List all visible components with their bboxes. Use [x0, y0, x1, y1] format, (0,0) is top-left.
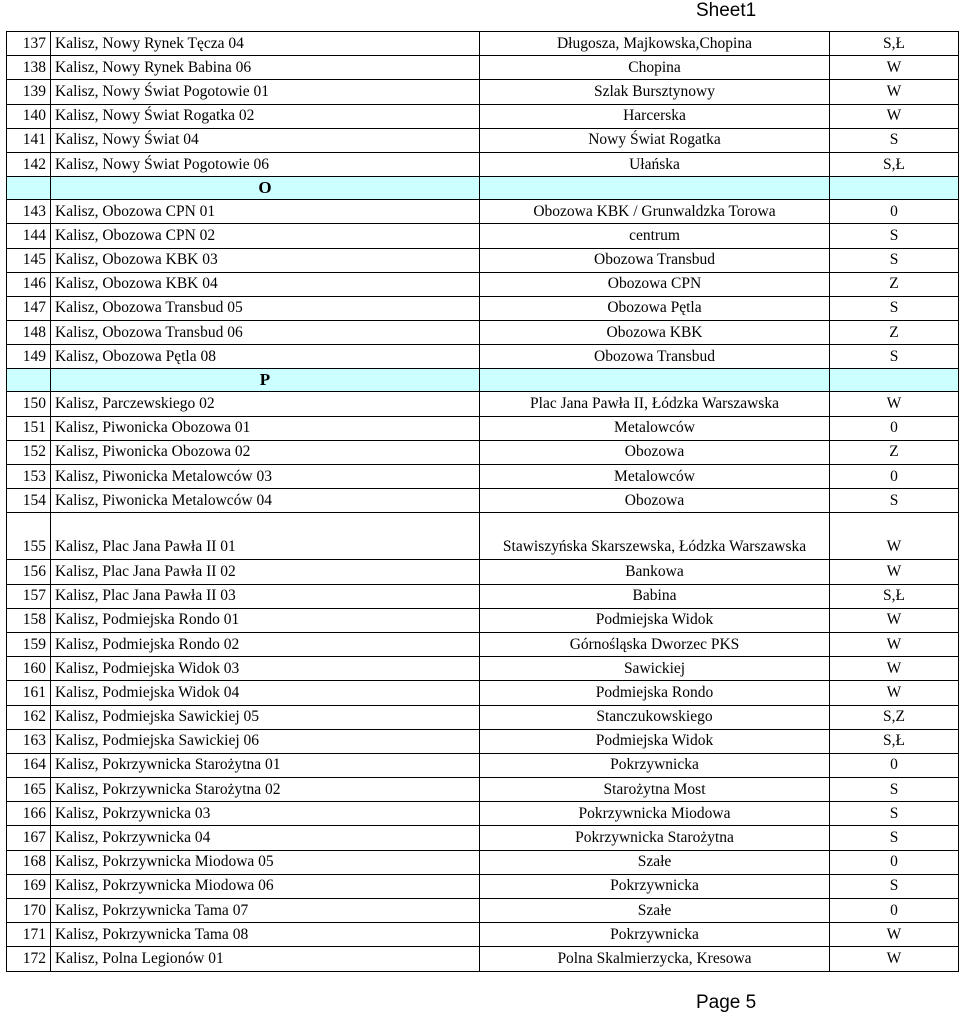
table-row — [7, 850, 959, 874]
section-spacer-cell — [830, 369, 959, 392]
row-number-cell: 150 — [7, 392, 51, 416]
direction-cell: Górnośląska Dworzec PKS — [480, 632, 830, 656]
stop-name-cell: Kalisz, Obozowa CPN 02 — [51, 224, 480, 248]
direction-cell: Szlak Bursztynowy — [480, 80, 830, 104]
row-number-cell: 166 — [7, 802, 51, 826]
row-number-cell: 164 — [7, 753, 51, 777]
stop-name-cell: Kalisz, Pokrzywnicka Starożytna 01 — [51, 753, 480, 777]
code-cell: Z — [830, 440, 959, 464]
stop-name-cell: Kalisz, Podmiejska Rondo 01 — [51, 608, 480, 632]
stop-name-cell: Kalisz, Nowy Świat 04 — [51, 128, 480, 152]
row-number-cell: 167 — [7, 826, 51, 850]
sheet-title: Sheet1 — [696, 0, 757, 21]
row-number-cell: 141 — [7, 128, 51, 152]
table-row — [7, 608, 959, 632]
stop-name-cell: Kalisz, Podmiejska Widok 04 — [51, 681, 480, 705]
table-row — [7, 802, 959, 826]
table-row — [7, 826, 959, 850]
stop-name-cell: Kalisz, Obozowa Transbud 05 — [51, 296, 480, 320]
code-cell: S — [830, 345, 959, 369]
stop-name-cell: Kalisz, Nowy Rynek Babina 06 — [51, 56, 480, 80]
code-cell: S — [830, 224, 959, 248]
row-number-cell: 149 — [7, 345, 51, 369]
code-cell: 0 — [830, 899, 959, 923]
direction-cell: Harcerska — [480, 104, 830, 128]
code-cell: W — [830, 392, 959, 416]
row-number-cell: 165 — [7, 778, 51, 802]
code-cell: W — [830, 608, 959, 632]
direction-cell: Obozowa Transbud — [480, 345, 830, 369]
code-cell: S — [830, 489, 959, 513]
row-number-cell: 154 — [7, 489, 51, 513]
stop-name-cell: Kalisz, Pokrzywnicka Starożytna 02 — [51, 778, 480, 802]
code-cell: S,Ł — [830, 32, 959, 56]
direction-cell: Obozowa — [480, 489, 830, 513]
stop-name-cell: Kalisz, Pokrzywnicka 04 — [51, 826, 480, 850]
row-number-cell: 156 — [7, 560, 51, 584]
row-number-cell: 158 — [7, 608, 51, 632]
direction-cell: Bankowa — [480, 560, 830, 584]
code-cell: S — [830, 248, 959, 272]
table-row — [7, 899, 959, 923]
code-cell: W — [830, 923, 959, 947]
direction-cell: Metalowców — [480, 416, 830, 440]
stop-name-cell: Kalisz, Nowy Świat Rogatka 02 — [51, 104, 480, 128]
direction-cell: Stawiszyńska Skarszewska, Łódzka Warszawska — [480, 513, 830, 560]
table-row — [7, 705, 959, 729]
code-cell: S — [830, 802, 959, 826]
direction-cell: Podmiejska Widok — [480, 729, 830, 753]
code-cell: S — [830, 128, 959, 152]
stop-name-cell: Kalisz, Nowy Rynek Tęcza 04 — [51, 32, 480, 56]
code-cell: W — [830, 681, 959, 705]
row-number-cell: 144 — [7, 224, 51, 248]
direction-cell: Polna Skalmierzycka, Kresowa — [480, 947, 830, 971]
direction-cell: Długosza, Majkowska,Chopina — [480, 32, 830, 56]
code-cell: W — [830, 560, 959, 584]
row-number-cell: 157 — [7, 584, 51, 608]
code-cell: W — [830, 513, 959, 560]
table-row — [7, 657, 959, 681]
stop-name-cell: Kalisz, Pokrzywnicka Miodowa 05 — [51, 850, 480, 874]
direction-cell: Podmiejska Rondo — [480, 681, 830, 705]
row-number-cell: 169 — [7, 874, 51, 898]
stop-name-cell: Kalisz, Plac Jana Pawła II 01 — [51, 513, 480, 560]
code-cell: S,Z — [830, 705, 959, 729]
stop-name-cell: Kalisz, Piwonicka Obozowa 02 — [51, 440, 480, 464]
table-row — [7, 560, 959, 584]
table-row — [7, 32, 959, 56]
table-row — [7, 465, 959, 489]
stops-table — [6, 31, 959, 972]
code-cell: W — [830, 56, 959, 80]
row-number-cell: 140 — [7, 104, 51, 128]
code-cell: 0 — [830, 416, 959, 440]
direction-cell: Pokrzywnicka Starożytna — [480, 826, 830, 850]
code-cell: S — [830, 296, 959, 320]
stop-name-cell: Kalisz, Pokrzywnicka Tama 08 — [51, 923, 480, 947]
row-number-cell: 142 — [7, 152, 51, 176]
stop-name-cell: Kalisz, Obozowa Transbud 06 — [51, 321, 480, 345]
stop-name-cell: Kalisz, Podmiejska Sawickiej 06 — [51, 729, 480, 753]
row-number-cell: 172 — [7, 947, 51, 971]
table-row — [7, 947, 959, 971]
section-letter: P — [51, 369, 480, 392]
table-row — [7, 584, 959, 608]
code-cell: 0 — [830, 753, 959, 777]
row-number-cell: 161 — [7, 681, 51, 705]
direction-cell: Obozowa Pętla — [480, 296, 830, 320]
table-row — [7, 729, 959, 753]
stop-name-cell: Kalisz, Plac Jana Pawła II 02 — [51, 560, 480, 584]
section-spacer-cell — [480, 177, 830, 200]
table-row — [7, 440, 959, 464]
row-number-cell: 168 — [7, 850, 51, 874]
row-number-cell: 148 — [7, 321, 51, 345]
code-cell: 0 — [830, 200, 959, 224]
direction-cell: Metalowców — [480, 465, 830, 489]
direction-cell: Obozowa KBK — [480, 321, 830, 345]
stop-name-cell: Kalisz, Parczewskiego 02 — [51, 392, 480, 416]
direction-cell: Babina — [480, 584, 830, 608]
direction-cell: Pokrzywnicka — [480, 874, 830, 898]
table-row — [7, 224, 959, 248]
table-row — [7, 416, 959, 440]
row-number-cell: 160 — [7, 657, 51, 681]
stop-name-cell: Kalisz, Nowy Świat Pogotowie 01 — [51, 80, 480, 104]
table-row — [7, 513, 959, 560]
row-number-cell: 143 — [7, 200, 51, 224]
code-cell: W — [830, 104, 959, 128]
code-cell: S,Ł — [830, 729, 959, 753]
stop-name-cell: Kalisz, Obozowa KBK 04 — [51, 272, 480, 296]
stop-name-cell: Kalisz, Podmiejska Rondo 02 — [51, 632, 480, 656]
table-row — [7, 874, 959, 898]
direction-cell: Szałe — [480, 899, 830, 923]
code-cell: Z — [830, 272, 959, 296]
stop-name-cell: Kalisz, Polna Legionów 01 — [51, 947, 480, 971]
table-row — [7, 152, 959, 176]
row-number-cell: 152 — [7, 440, 51, 464]
page-number: Page 5 — [696, 992, 757, 1013]
direction-cell: Pokrzywnicka — [480, 923, 830, 947]
row-number-cell: 146 — [7, 272, 51, 296]
section-spacer-cell — [480, 369, 830, 392]
direction-cell: Ułańska — [480, 152, 830, 176]
direction-cell: Pokrzywnicka Miodowa — [480, 802, 830, 826]
code-cell: W — [830, 657, 959, 681]
row-number-cell: 139 — [7, 80, 51, 104]
direction-cell: Starożytna Most — [480, 778, 830, 802]
direction-cell: Nowy Świat Rogatka — [480, 128, 830, 152]
stop-name-cell: Kalisz, Piwonicka Metalowców 03 — [51, 465, 480, 489]
code-cell: S,Ł — [830, 584, 959, 608]
row-number-cell: 162 — [7, 705, 51, 729]
stop-name-cell: Kalisz, Obozowa CPN 01 — [51, 200, 480, 224]
section-spacer-cell — [830, 177, 959, 200]
direction-cell: Pokrzywnicka — [480, 753, 830, 777]
code-cell: 0 — [830, 850, 959, 874]
table-row — [7, 272, 959, 296]
direction-cell: Obozowa — [480, 440, 830, 464]
row-number-cell: 138 — [7, 56, 51, 80]
stop-name-cell: Kalisz, Podmiejska Sawickiej 05 — [51, 705, 480, 729]
direction-cell: Obozowa Transbud — [480, 248, 830, 272]
table-row — [7, 200, 959, 224]
direction-cell: Plac Jana Pawła II, Łódzka Warszawska — [480, 392, 830, 416]
code-cell: Z — [830, 321, 959, 345]
stop-name-cell: Kalisz, Pokrzywnicka Tama 07 — [51, 899, 480, 923]
table-row — [7, 128, 959, 152]
table-row — [7, 489, 959, 513]
row-number-cell: 147 — [7, 296, 51, 320]
stops-table-body — [7, 32, 959, 972]
section-spacer-cell — [7, 177, 51, 200]
section-header-row — [7, 369, 959, 392]
code-cell: S,Ł — [830, 152, 959, 176]
direction-cell: Podmiejska Widok — [480, 608, 830, 632]
stop-name-cell: Kalisz, Obozowa KBK 03 — [51, 248, 480, 272]
stop-name-cell: Kalisz, Piwonicka Metalowców 04 — [51, 489, 480, 513]
section-spacer-cell — [7, 369, 51, 392]
section-header-row — [7, 177, 959, 200]
direction-cell: Sawickiej — [480, 657, 830, 681]
row-number-cell: 171 — [7, 923, 51, 947]
table-row — [7, 248, 959, 272]
code-cell: S — [830, 826, 959, 850]
table-row — [7, 296, 959, 320]
direction-cell: centrum — [480, 224, 830, 248]
stop-name-cell: Kalisz, Pokrzywnicka 03 — [51, 802, 480, 826]
stop-name-cell: Kalisz, Obozowa Pętla 08 — [51, 345, 480, 369]
stop-name-cell: Kalisz, Piwonicka Obozowa 01 — [51, 416, 480, 440]
stop-name-cell: Kalisz, Podmiejska Widok 03 — [51, 657, 480, 681]
row-number-cell: 153 — [7, 465, 51, 489]
row-number-cell: 163 — [7, 729, 51, 753]
table-row — [7, 681, 959, 705]
stop-name-cell: Kalisz, Nowy Świat Pogotowie 06 — [51, 152, 480, 176]
row-number-cell: 170 — [7, 899, 51, 923]
section-letter: O — [51, 177, 480, 200]
table-row — [7, 753, 959, 777]
table-row — [7, 632, 959, 656]
code-cell: W — [830, 632, 959, 656]
row-number-cell: 155 — [7, 513, 51, 560]
code-cell: W — [830, 80, 959, 104]
table-row — [7, 923, 959, 947]
direction-cell: Obozowa KBK / Grunwaldzka Torowa — [480, 200, 830, 224]
row-number-cell: 159 — [7, 632, 51, 656]
stop-name-cell: Kalisz, Pokrzywnicka Miodowa 06 — [51, 874, 480, 898]
direction-cell: Chopina — [480, 56, 830, 80]
table-row — [7, 778, 959, 802]
table-row — [7, 392, 959, 416]
stop-name-cell: Kalisz, Plac Jana Pawła II 03 — [51, 584, 480, 608]
direction-cell: Obozowa CPN — [480, 272, 830, 296]
code-cell: 0 — [830, 465, 959, 489]
row-number-cell: 145 — [7, 248, 51, 272]
code-cell: S — [830, 778, 959, 802]
row-number-cell: 137 — [7, 32, 51, 56]
code-cell: W — [830, 947, 959, 971]
row-number-cell: 151 — [7, 416, 51, 440]
code-cell: S — [830, 874, 959, 898]
direction-cell: Szałe — [480, 850, 830, 874]
table-row — [7, 345, 959, 369]
table-row — [7, 321, 959, 345]
direction-cell: Stanczukowskiego — [480, 705, 830, 729]
table-row — [7, 104, 959, 128]
table-row — [7, 80, 959, 104]
table-row — [7, 56, 959, 80]
